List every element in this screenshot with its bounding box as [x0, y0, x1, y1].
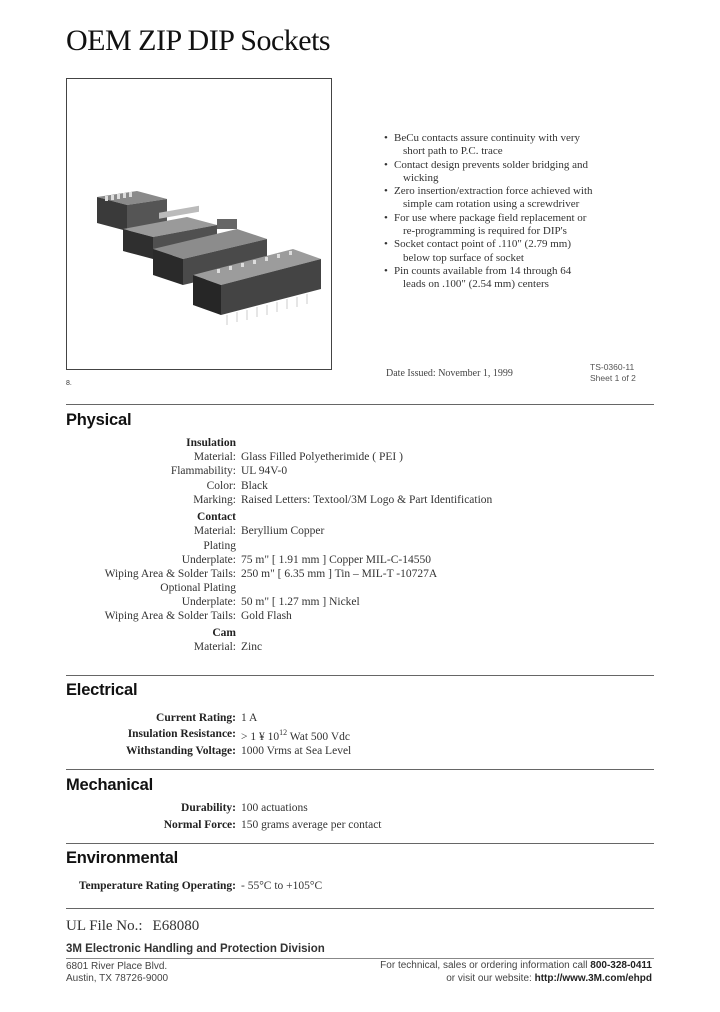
section-mechanical: Mechanical — [66, 776, 153, 794]
spec-row: Marking: Raised Letters: Textool/3M Logo & Part Identification — [193, 494, 493, 506]
divider — [66, 404, 654, 405]
feature-list — [384, 132, 664, 292]
spec-row: Durability: 100 actuations — [181, 802, 308, 814]
spec-row: Normal Force: 150 grams average per contact — [163, 819, 382, 831]
spec-row: Material: Zinc — [193, 641, 263, 653]
spec-row: Wiping Area & Solder Tails: 250 m" [ 6.35 mm ] Tin – MIL-T -10727A — [104, 568, 438, 580]
spec-row: Insulation — [186, 437, 236, 449]
feature-item: • For use where package field replacement or re-programming is required for DIP's — [384, 211, 587, 238]
product-photo — [66, 78, 332, 370]
spec-row: Withstanding Voltage: 1000 Vrms at Sea Level — [125, 745, 352, 757]
feature-item: • Contact design prevents solder bridging and wicking — [384, 158, 588, 184]
ts-number: TS-0360-11 — [590, 362, 635, 372]
divider — [66, 908, 654, 909]
divider — [66, 843, 654, 844]
spec-row: Temperature Rating Operating: - 55°C to +105°C — [78, 880, 323, 892]
spec-row: Underplate: 50 m" [ 1.27 mm ] Nickel — [181, 596, 360, 608]
phone-number[interactable]: 800-328-0411 — [590, 960, 652, 971]
section-electrical: Electrical — [66, 681, 138, 699]
spec-row: Flammability: UL 94V-0 — [170, 465, 288, 477]
ul-file: UL File No.: E68080 — [66, 918, 200, 934]
spec-row: Cam — [212, 627, 236, 639]
divider — [66, 769, 654, 770]
spec-row: Optional Plating — [160, 582, 236, 594]
division-name: 3M Electronic Handling and Protection Division — [66, 943, 325, 955]
contact-info: For technical, sales or ordering information call 800-328-0411 or visit our website: http://www.3M.com/ehpd — [380, 960, 652, 984]
spec-row: Contact — [197, 511, 236, 523]
spec-row: Material: Glass Filled Polyetherimide ( PEI ) — [193, 451, 403, 463]
divider — [66, 675, 654, 676]
website-link[interactable]: http://www.3M.com/ehpd — [534, 973, 652, 984]
spec-row: Plating — [203, 540, 236, 552]
page-title: OEM ZIP DIP Sockets — [66, 24, 331, 57]
spec-row: Insulation Resistance: > 1 ¥ $10^{12}$ Wat 500 Vdc — [127, 728, 350, 743]
address: 6801 River Place Blvd. Austin, TX 78726-9000 — [66, 961, 169, 984]
spec-row: Underplate: 75 m" [ 1.91 mm ] Copper MIL-C-14550 — [181, 554, 431, 566]
spec-row: Current Rating: 1 A — [156, 712, 258, 724]
section-environmental: Environmental — [66, 849, 179, 867]
feature-item: • BeCu contacts assure continuity with very short path to P.C. trace — [384, 132, 581, 158]
spec-row: Color: Black — [206, 480, 268, 492]
spec-row: Material: Beryllium Copper — [193, 525, 325, 537]
date-issued: Date Issued: November 1, 1999 — [386, 368, 513, 379]
sheet-info — [590, 362, 636, 384]
feature-item: • Socket contact point of .110" (2.79 mm) below top surface of socket — [384, 238, 571, 264]
photo-mark: 8. — [66, 380, 72, 387]
socket-illustration — [67, 79, 331, 369]
section-physical: Physical — [66, 411, 132, 429]
sheet-number: Sheet 1 of 2 — [590, 373, 636, 383]
feature-item: • Zero insertion/extraction force achieved with simple cam rotation using a screwdriver — [384, 185, 593, 211]
spec-row: Wiping Area & Solder Tails: Gold Flash — [104, 610, 292, 622]
feature-item: • Pin counts available from 14 through 64 leads on .100" (2.54 mm) centers — [384, 264, 572, 291]
